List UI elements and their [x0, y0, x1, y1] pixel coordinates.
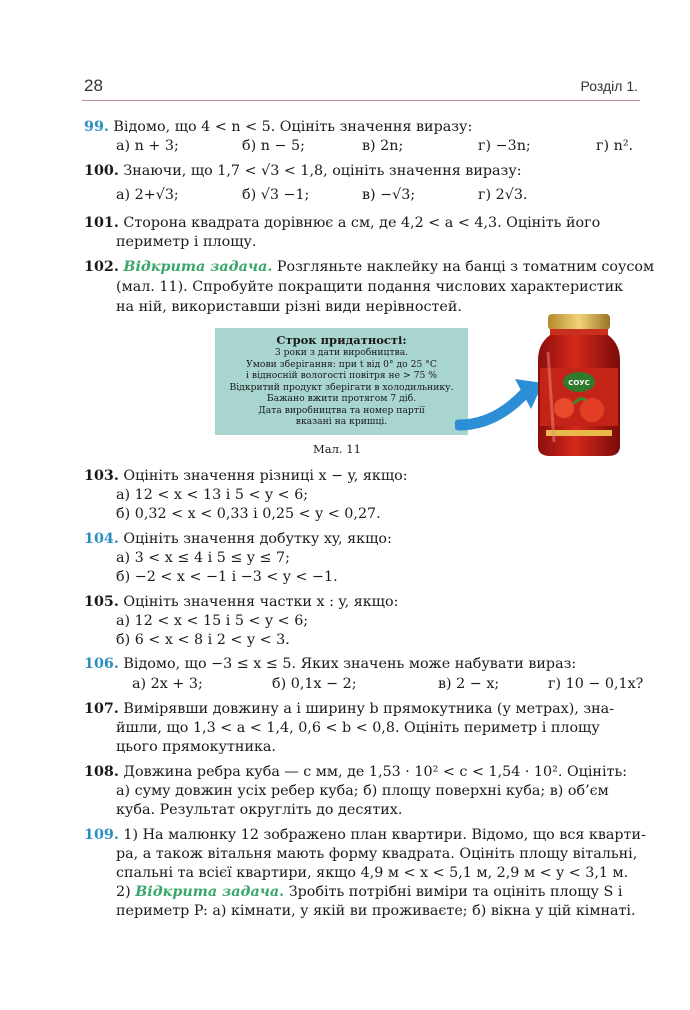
- problem-108: [84, 763, 627, 781]
- label-title: Строк придатності:: [276, 333, 407, 347]
- option: в) 2n;: [362, 138, 404, 154]
- problem-104: [84, 530, 392, 548]
- problem-text: [116, 883, 622, 901]
- section-title: Розділ 1.: [580, 78, 638, 94]
- problem-text: Знаючи, що 1,7 < √3 < 1,8, оцініть значення виразу:: [123, 163, 522, 179]
- problem-text: (мал. 11). Спробуйте покращити подання числових характеристик: [116, 279, 624, 295]
- problem-101: [84, 214, 600, 232]
- problem-109: [84, 826, 646, 844]
- option: б) 6 < x < 8 і 2 < y < 3.: [116, 632, 290, 648]
- problem-text: Сторона квадрата дорівнює a см, де 4,2 < a < 4,3. Оцініть його: [123, 215, 601, 231]
- option: а) 12 < x < 13 і 5 < y < 6;: [116, 487, 309, 503]
- problem-text: Довжина ребра куба — c мм, де 1,53 · 10² < c < 1,54 · 10². Оцініть:: [123, 764, 628, 780]
- problem-103: [84, 467, 408, 485]
- problem-number: 100.: [84, 163, 119, 179]
- jar-brand: СОУС: [568, 379, 590, 387]
- problem-text: Розгляньте наклейку на банці з томатним соусом: [272, 259, 655, 275]
- problem-text: Відомо, що −3 ≤ x ≤ 5. Яких значень може набувати вираз:: [123, 656, 577, 672]
- option: б) n − 5;: [242, 138, 305, 154]
- problem-102: [84, 258, 654, 276]
- problem-text: куба. Результат округліть до десятих.: [116, 802, 403, 818]
- option: в) −√3;: [362, 187, 416, 203]
- problem-number: 109.: [84, 827, 119, 843]
- options-100: [116, 186, 636, 204]
- option: б) −2 < x < −1 і −3 < y < −1.: [116, 569, 338, 585]
- problem-number: 104.: [84, 531, 119, 547]
- problem-106: [84, 655, 576, 673]
- problem-text: цього прямокутника.: [116, 739, 276, 755]
- label-line: вказані на кришці.: [295, 416, 388, 427]
- option: г) n².: [596, 138, 634, 154]
- label-line: і відносній вологості повітря не > 75 %: [246, 370, 437, 381]
- problem-number: 102.: [84, 259, 119, 275]
- problem-text: Вимірявши довжину a і ширину b прямокутника (у метрах), зна-: [123, 701, 615, 717]
- arrow-icon: [455, 375, 545, 437]
- problem-number: 99.: [84, 119, 109, 135]
- problem-text: спальні та всієї квартири, якщо 4,9 м < x < 5,1 м, 2,9 м < y < 3,1 м.: [116, 865, 629, 881]
- problem-text: Оцініть значення частки x : y, якщо:: [123, 594, 399, 610]
- options-99: [116, 137, 646, 155]
- label-line: Умови зберігання: при t від 0° до 25 °C: [246, 358, 437, 370]
- label-line: Дата виробництва та номер партії: [258, 404, 425, 416]
- problem-105: [84, 593, 398, 611]
- option: б) 0,1x − 2;: [272, 676, 357, 692]
- problem-text: Оцініть значення добутку xy, якщо:: [123, 531, 392, 547]
- page-number: 28: [84, 76, 103, 95]
- subpart-label: 2): [116, 884, 136, 900]
- option: б) 0,32 < x < 0,33 і 0,25 < y < 0,27.: [116, 506, 381, 522]
- problem-number: 106.: [84, 656, 119, 672]
- problem-text-part: Зробіть потрібні виміри та оцініть площу S і: [284, 884, 623, 900]
- problem-text: ра, а також вітальня мають форму квадрата. Оцініть площу вітальні,: [116, 846, 638, 862]
- problem-number: 108.: [84, 764, 119, 780]
- problem-number: 107.: [84, 701, 119, 717]
- option: а) 12 < x < 15 і 5 < y < 6;: [116, 613, 309, 629]
- option: а) 3 < x ≤ 4 і 5 ≤ y ≤ 7;: [116, 550, 290, 566]
- problem-text: на ній, використавши різні види нерівностей.: [116, 299, 462, 315]
- problem-text: периметр і площу.: [116, 234, 257, 250]
- problem-text: а) суму довжин усіх ребер куба; б) площу поверхні куба; в) об’єм: [116, 783, 609, 799]
- problem-text: периметр P: а) кімнати, у якій ви проживаєте; б) вікна у цій кімнаті.: [116, 903, 636, 919]
- problem-107: [84, 700, 614, 718]
- label-line: Бажано вжити протягом 7 діб.: [266, 393, 417, 404]
- page-header: [82, 78, 640, 101]
- options-106: [132, 675, 642, 693]
- label-line: 3 роки з дати виробництва.: [274, 347, 409, 358]
- open-task-label: Відкрита задача.: [135, 884, 285, 900]
- option: г) −3n;: [478, 138, 531, 154]
- problem-number: 103.: [84, 468, 119, 484]
- problem-text: йшли, що 1,3 < a < 1,4, 0,6 < b < 0,8. Оцініть периметр і площу: [116, 720, 600, 736]
- option: г) 10 − 0,1x?: [548, 676, 644, 692]
- option: а) n + 3;: [116, 138, 179, 154]
- label-line: Відкритий продукт зберігати в холодильнику.: [229, 381, 454, 393]
- problem-text: 1) На малюнку 12 зображено план квартири. Відомо, що вся кварти-: [123, 827, 646, 843]
- expiry-label: [215, 328, 468, 435]
- problem-100: [84, 162, 522, 180]
- problem-99: [84, 118, 472, 136]
- problem-text: Відомо, що 4 < n < 5. Оцініть значення виразу:: [113, 119, 473, 135]
- option: б) √3 −1;: [242, 187, 310, 203]
- option: г) 2√3.: [478, 187, 528, 203]
- option: а) 2x + 3;: [132, 676, 203, 692]
- tomato-sauce-jar: [534, 312, 624, 458]
- option: в) 2 − x;: [438, 676, 500, 692]
- problem-number: 101.: [84, 215, 119, 231]
- figure-caption: Мал. 11: [313, 442, 361, 456]
- problem-text: Оцініть значення різниці x − y, якщо:: [123, 468, 408, 484]
- option: а) 2+√3;: [116, 187, 179, 203]
- problem-number: 105.: [84, 594, 119, 610]
- open-task-label: Відкрита задача.: [123, 259, 273, 275]
